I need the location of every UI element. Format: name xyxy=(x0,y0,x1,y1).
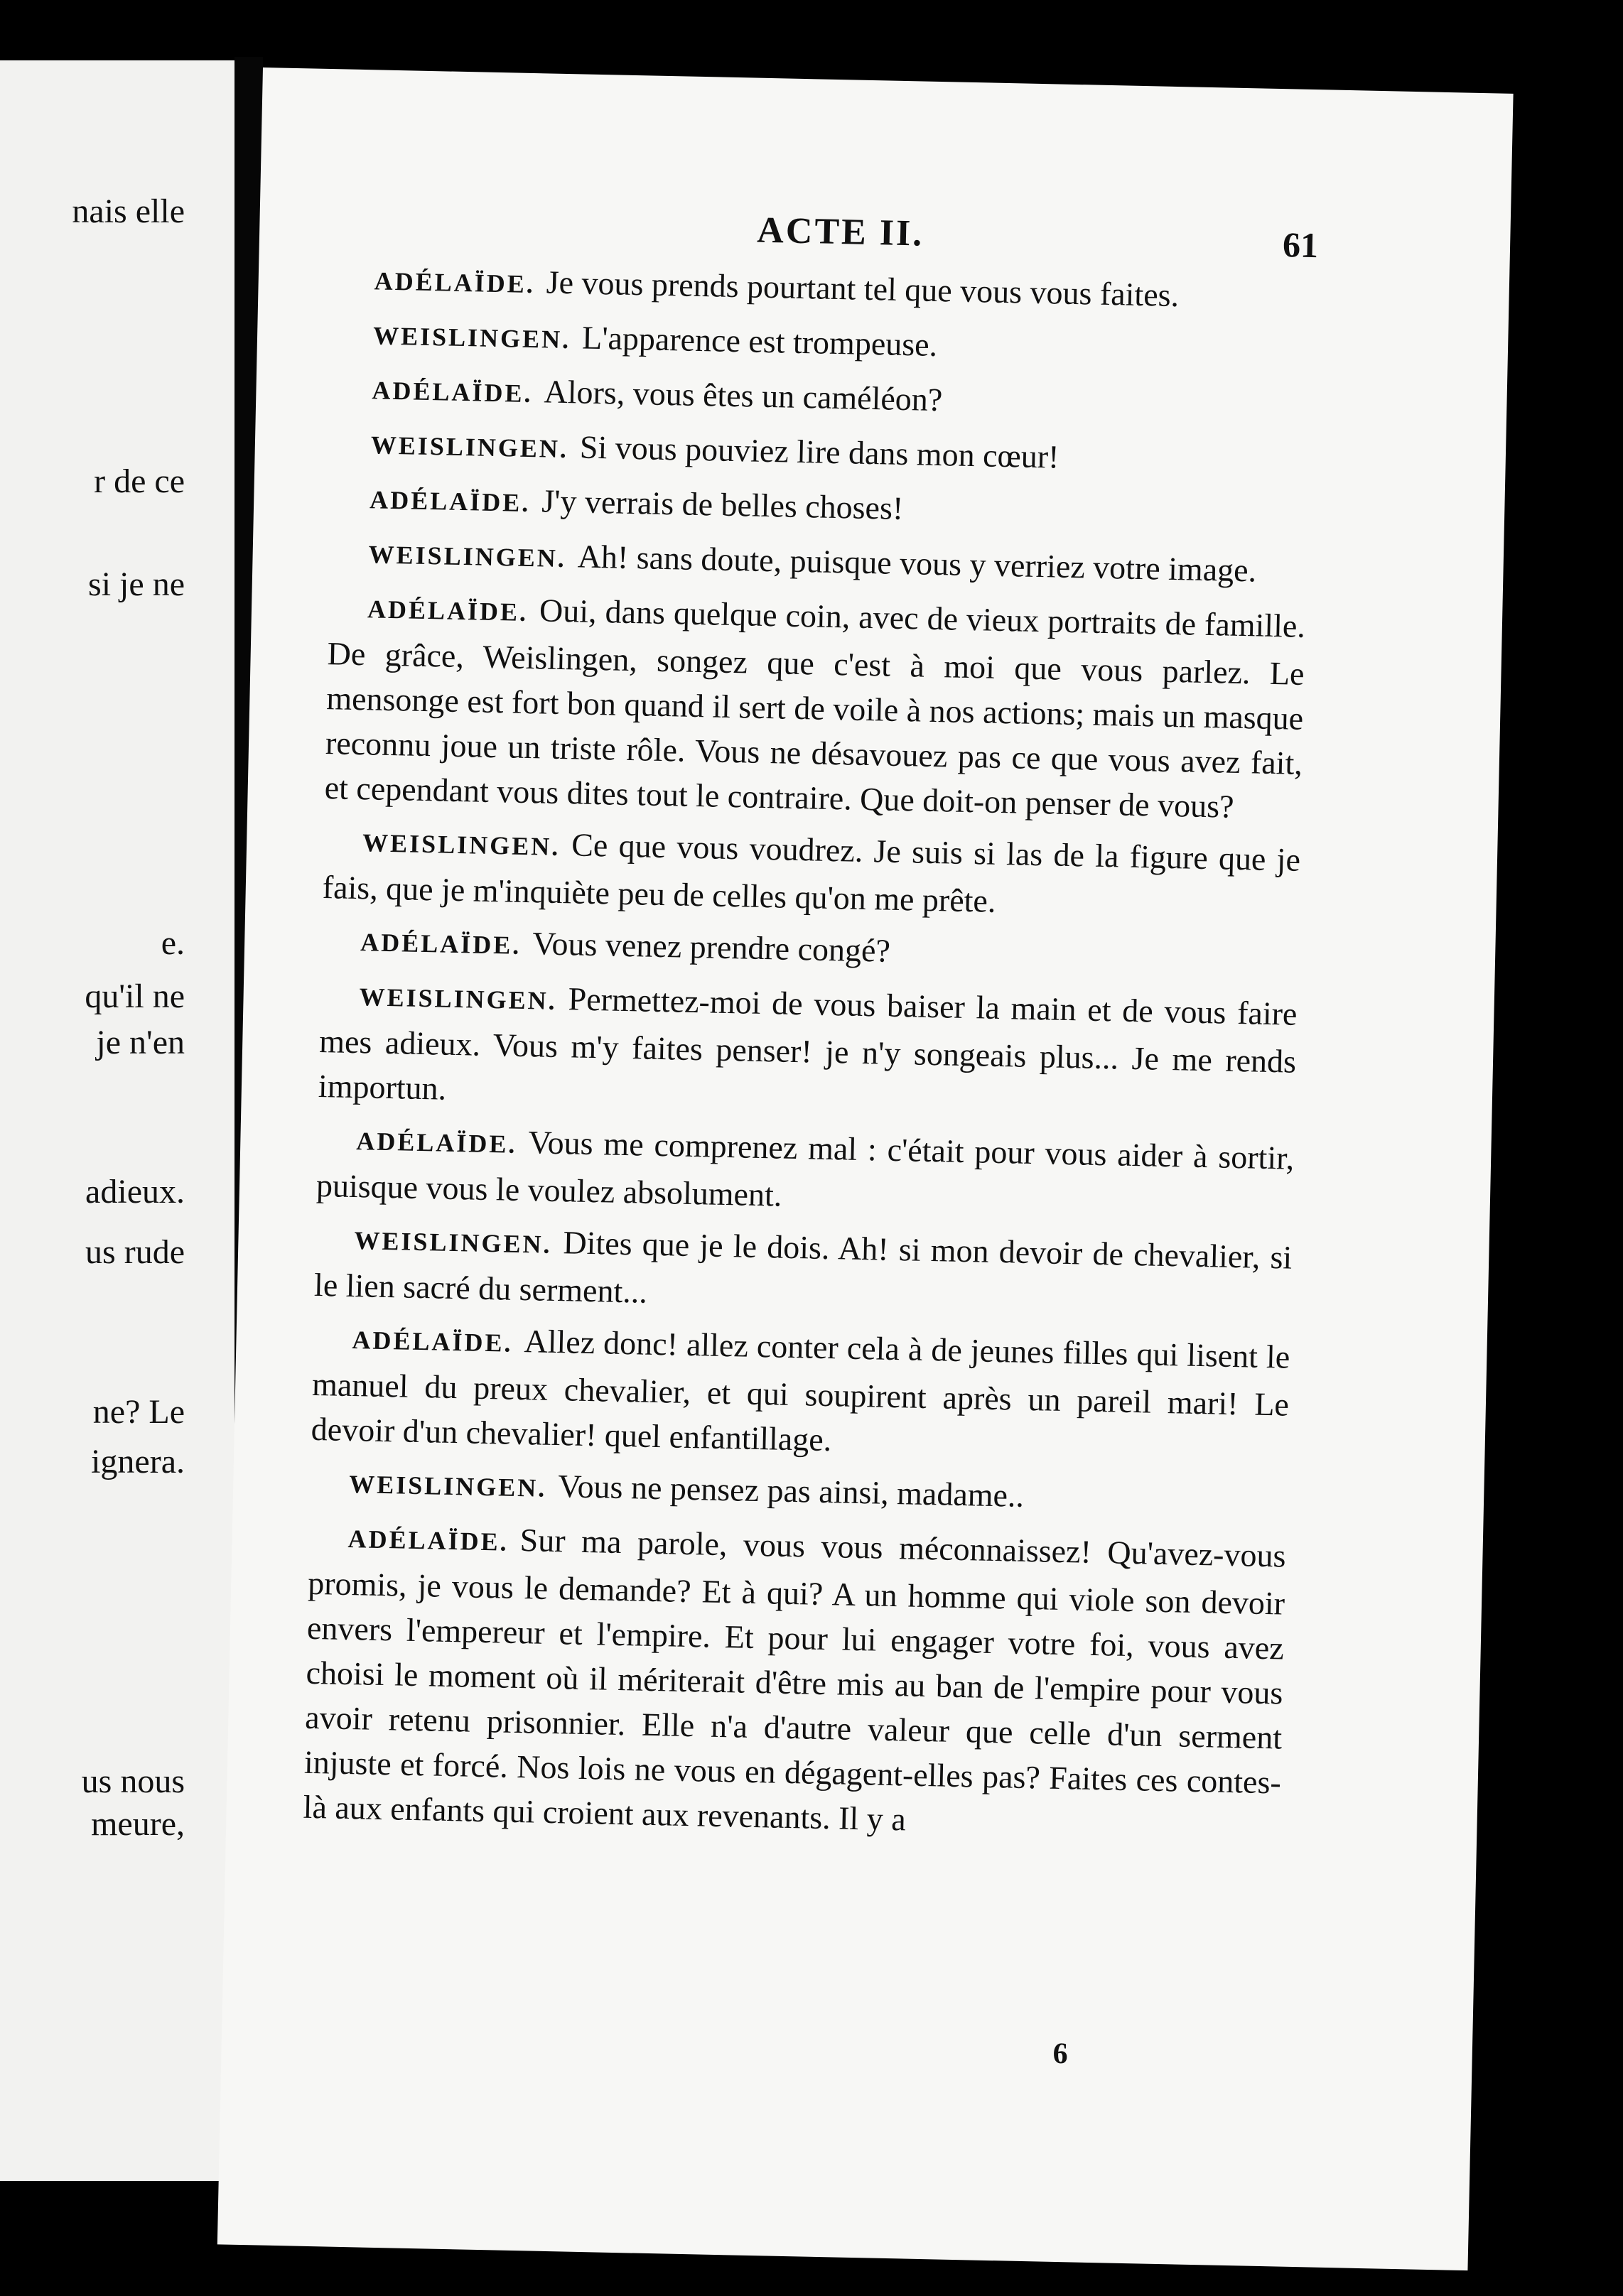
speech-text: Si vous pouviez lire dans mon cœur! xyxy=(579,428,1059,475)
speech-text: Ah! sans doute, puisque vous y verriez votre image. xyxy=(577,538,1257,589)
speech-text: Dites que je le dois. Ah! si mon devoir de chevalier, si le lien sacré du serment... xyxy=(313,1224,1293,1310)
speech-text: Oui, dans quelque coin, avec de vieux portraits de famille. De grâce, Weislingen, songez que c'est à moi que vous parlez. Le mensonge est fort bon quand il sert de voile à nos actions; mais un masque reconnu joue un triste rôle. Vous ne désavouez pas ce que vous avez fait, et cependant vous dites tout le contraire. Que doit-on penser de vous? xyxy=(324,592,1306,825)
speech-text: Permettez-moi de vous baiser la main et de vous faire mes adieux. Vous m'y faites penser! je n'y songeais plus... Je me rends importun. xyxy=(318,980,1298,1107)
left-line: ne? Le xyxy=(92,1393,185,1431)
left-page-fragment xyxy=(0,60,234,2181)
left-line: qu'il ne xyxy=(85,978,185,1015)
left-line: us rude xyxy=(85,1233,185,1271)
signature-mark: 6 xyxy=(1052,2037,1069,2071)
speech-text: Sur ma parole, vous vous méconnaissez! Qu'avez-vous promis, je vous le demande? Et à qui? A un homme qui viole son devoir envers l'empereur et l'empire. Et pour lui engager votre foi, vous avez choisi le moment où il mériterait d'être mis au ban de l'empire pour vous avoir retenu prisonnier. Elle n'a d'autre valeur que celle d'un serment injuste et forcé. Nos lois ne vous en dégagent-elles pas? Faites ces contes-là aux enfants qui croient aux revenants. Il y a xyxy=(303,1522,1286,1838)
speech-text: Allez donc! allez conter cela à de jeunes filles qui lisent le manuel du preux chevalier, et qui soupirent après un pareil mari! Le devoir d'un chevalier! quel enfantillage. xyxy=(311,1323,1290,1458)
speaker-name: ADÉLAÏDE. xyxy=(374,266,536,299)
speech-text: J'y verrais de belles choses! xyxy=(541,482,904,527)
dialogue-paragraph xyxy=(316,1115,1294,1228)
speaker-name: ADÉLAÏDE. xyxy=(352,1326,513,1358)
speaker-name: ADÉLAÏDE. xyxy=(372,376,533,408)
speaker-name: ADÉLAÏDE. xyxy=(355,1127,517,1159)
speaker-name: WEISLINGEN. xyxy=(372,321,571,354)
speech-text: Je vous prends pourtant tel que vous vous faites. xyxy=(546,264,1180,314)
dialogue-paragraph xyxy=(313,1215,1292,1328)
dialogue-paragraph xyxy=(322,817,1300,930)
dialogue-paragraph xyxy=(311,1314,1290,1472)
running-head: ACTE II. xyxy=(756,210,924,254)
speaker-name: WEISLINGEN. xyxy=(362,828,561,861)
speaker-name: WEISLINGEN. xyxy=(359,982,558,1015)
right-page xyxy=(217,67,1514,2270)
dialogue-text xyxy=(303,255,1312,1856)
speech-text: Alors, vous êtes un caméléon? xyxy=(544,373,943,418)
left-line: adieux. xyxy=(85,1173,185,1211)
left-line: nais elle xyxy=(72,193,185,230)
page-number: 61 xyxy=(1282,224,1319,266)
left-line: us nous xyxy=(81,1762,185,1800)
speech-text: L'apparence est trompeuse. xyxy=(581,319,938,363)
speech-text: Vous venez prendre congé? xyxy=(532,925,891,969)
speaker-name: WEISLINGEN. xyxy=(368,540,567,573)
speaker-name: WEISLINGEN. xyxy=(354,1226,552,1259)
speaker-name: ADÉLAÏDE. xyxy=(367,595,529,627)
speech-text: Vous me comprenez mal : c'était pour vous aider à sortir, puisque vous le voulez absolument. xyxy=(316,1124,1295,1213)
left-line: si je ne xyxy=(88,565,185,603)
dialogue-paragraph xyxy=(303,1513,1286,1850)
dialogue-paragraph xyxy=(318,971,1298,1129)
speaker-name: ADÉLAÏDE. xyxy=(347,1524,509,1556)
speech-text: Vous ne pensez pas ainsi, madame.. xyxy=(557,1468,1025,1514)
dialogue-paragraph xyxy=(324,583,1305,830)
left-line: r de ce xyxy=(94,462,185,500)
left-line: meure, xyxy=(91,1805,185,1843)
speech-text: Ce que vous voudrez. Je suis si las de la figure que je fais, que je m'inquiète peu de celles qu'on me prête. xyxy=(322,826,1301,919)
speaker-name: ADÉLAÏDE. xyxy=(369,485,531,518)
speaker-name: WEISLINGEN. xyxy=(370,430,569,464)
left-line: je n'en xyxy=(96,1024,185,1061)
speaker-name: ADÉLAÏDE. xyxy=(360,928,522,960)
speaker-name: WEISLINGEN. xyxy=(348,1469,547,1502)
left-line: e. xyxy=(161,924,185,962)
left-line: ignera. xyxy=(91,1443,185,1480)
